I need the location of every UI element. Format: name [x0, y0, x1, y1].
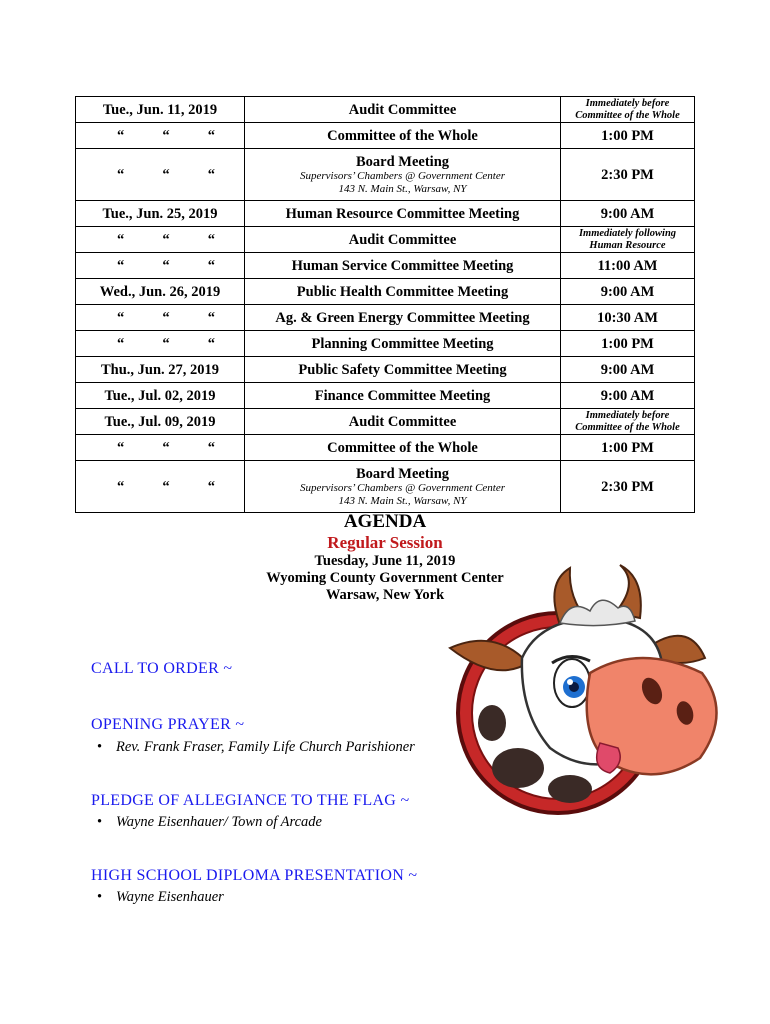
- ditto-marks: “ “ “: [117, 335, 215, 352]
- schedule-row: [76, 305, 695, 331]
- section-pledge: PLEDGE OF ALLEGIANCE TO THE FLAG ~: [91, 792, 410, 809]
- schedule-row: [76, 383, 695, 409]
- event-name: Public Health Committee Meeting: [296, 283, 509, 300]
- section-opening-prayer: OPENING PRAYER ~: [91, 716, 245, 733]
- schedule-row: [76, 227, 695, 253]
- schedule-event: [245, 383, 561, 409]
- ditto-marks: “ “ “: [117, 439, 215, 456]
- schedule-event: [245, 227, 561, 253]
- event-name: Audit Committee: [348, 413, 457, 430]
- schedule-event: [245, 331, 561, 357]
- event-name: Committee of the Whole: [327, 439, 478, 456]
- agenda-venue: Wyoming County Government Center: [266, 570, 504, 586]
- schedule-event: [245, 461, 561, 513]
- schedule-date: Tue., Jul. 09, 2019: [76, 409, 245, 435]
- pledge-bullet: • Wayne Eisenhauer/ Town of Arcade: [116, 814, 322, 831]
- schedule-date: Wed., Jun. 26, 2019: [76, 279, 245, 305]
- schedule-event: [245, 305, 561, 331]
- meeting-schedule-table: [75, 96, 695, 513]
- ditto-marks: “ “ “: [117, 127, 215, 144]
- event-name: Finance Committee Meeting: [314, 387, 491, 404]
- schedule-event: [245, 201, 561, 227]
- event-location: 143 N. Main St., Warsaw, NY: [338, 182, 467, 195]
- schedule-row: [76, 123, 695, 149]
- ditto-marks: “ “ “: [117, 166, 215, 183]
- agenda-session: Regular Session: [327, 533, 443, 552]
- time-note: Immediately before Committee of the Whole: [575, 409, 680, 433]
- schedule-time: 1:00 PM: [561, 435, 695, 461]
- diploma-bullet: • Wayne Eisenhauer: [116, 889, 224, 906]
- event-name: Ag. & Green Energy Committee Meeting: [275, 309, 530, 326]
- schedule-date: Tue., Jul. 02, 2019: [76, 383, 245, 409]
- event-name: Public Safety Committee Meeting: [298, 361, 507, 378]
- ditto-marks: “ “ “: [117, 478, 215, 495]
- agenda-date: Tuesday, June 11, 2019: [314, 553, 456, 569]
- schedule-date: [76, 435, 245, 461]
- schedule-time: 11:00 AM: [561, 253, 695, 279]
- schedule-row: [76, 461, 695, 513]
- schedule-date: [76, 123, 245, 149]
- schedule-date: [76, 227, 245, 253]
- schedule-row: [76, 279, 695, 305]
- agenda-title: AGENDA: [343, 511, 427, 532]
- schedule-date: [76, 461, 245, 513]
- schedule-time: [561, 97, 695, 123]
- ditto-marks: “ “ “: [117, 231, 215, 248]
- schedule-row: [76, 253, 695, 279]
- schedule-time: 10:30 AM: [561, 305, 695, 331]
- schedule-row: [76, 435, 695, 461]
- schedule-event: [245, 357, 561, 383]
- schedule-time: [561, 409, 695, 435]
- event-name: Board Meeting: [355, 153, 450, 170]
- ditto-marks: “ “ “: [117, 309, 215, 326]
- schedule-event: [245, 409, 561, 435]
- schedule-time: 9:00 AM: [561, 357, 695, 383]
- event-name: Human Service Committee Meeting: [291, 257, 514, 274]
- schedule-event: [245, 435, 561, 461]
- schedule-time: 2:30 PM: [561, 461, 695, 513]
- schedule-date: Thu., Jun. 27, 2019: [76, 357, 245, 383]
- schedule-time: 9:00 AM: [561, 383, 695, 409]
- cartoon-cow-icon: [440, 563, 740, 843]
- schedule-date: [76, 149, 245, 201]
- schedule-time: 1:00 PM: [561, 331, 695, 357]
- schedule-row: [76, 201, 695, 227]
- schedule-date: [76, 331, 245, 357]
- event-name: Committee of the Whole: [327, 127, 478, 144]
- schedule-time: [561, 227, 695, 253]
- event-location: Supervisors’ Chambers @ Government Center: [299, 481, 506, 494]
- section-call-to-order: CALL TO ORDER ~: [91, 660, 233, 677]
- schedule-date: [76, 305, 245, 331]
- schedule-row: [76, 149, 695, 201]
- schedule-time: 1:00 PM: [561, 123, 695, 149]
- schedule-row: [76, 409, 695, 435]
- ditto-marks: “ “ “: [117, 257, 215, 274]
- schedule-row: [76, 97, 695, 123]
- time-note: Immediately before Committee of the Whole: [575, 97, 680, 121]
- event-name: Board Meeting: [355, 465, 450, 482]
- schedule-date: Tue., Jun. 25, 2019: [76, 201, 245, 227]
- schedule-time: 9:00 AM: [561, 201, 695, 227]
- schedule-date: [76, 253, 245, 279]
- schedule-date: Tue., Jun. 11, 2019: [76, 97, 245, 123]
- event-name: Audit Committee: [348, 101, 457, 118]
- schedule-event: [245, 123, 561, 149]
- schedule-event: [245, 253, 561, 279]
- opening-prayer-bullet: • Rev. Frank Fraser, Family Life Church Parishioner: [116, 739, 415, 756]
- schedule-event: [245, 149, 561, 201]
- schedule-row: [76, 331, 695, 357]
- schedule-event: [245, 97, 561, 123]
- time-note: Immediately following Human Resource: [578, 227, 677, 251]
- event-name: Audit Committee: [348, 231, 457, 248]
- schedule-row: [76, 357, 695, 383]
- event-name: Human Resource Committee Meeting: [285, 205, 520, 222]
- schedule-event: [245, 279, 561, 305]
- event-location: 143 N. Main St., Warsaw, NY: [338, 494, 467, 507]
- schedule-time: 9:00 AM: [561, 279, 695, 305]
- schedule-time: 2:30 PM: [561, 149, 695, 201]
- agenda-place: Warsaw, New York: [325, 587, 445, 603]
- event-location: Supervisors’ Chambers @ Government Center: [299, 169, 506, 182]
- event-name: Planning Committee Meeting: [311, 335, 494, 352]
- section-diploma: HIGH SCHOOL DIPLOMA PRESENTATION ~: [91, 867, 418, 884]
